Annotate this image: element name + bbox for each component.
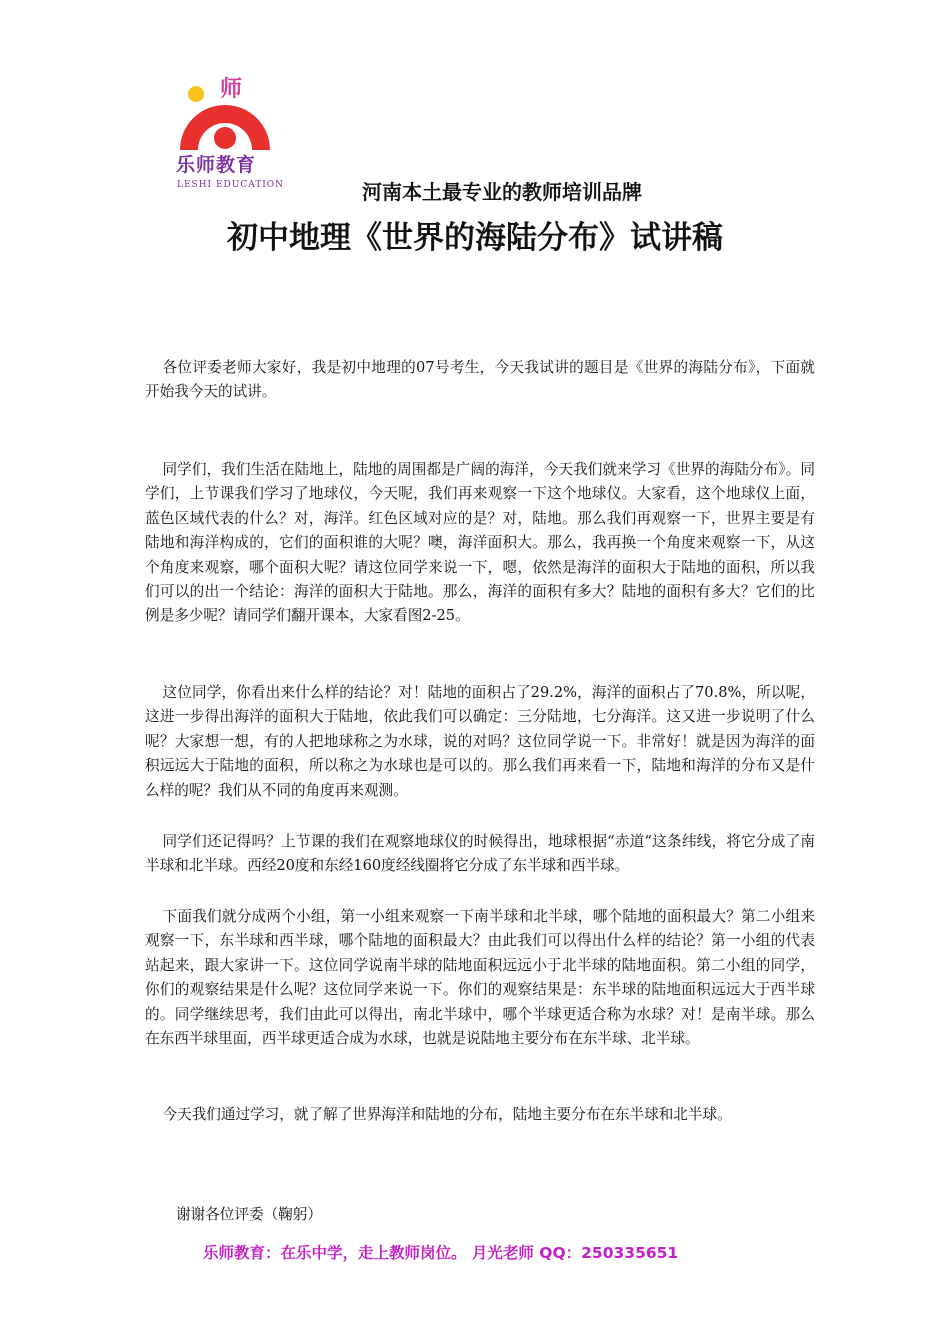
logo-dot-icon xyxy=(188,86,204,102)
brand-slogan: 河南本土最专业的教师培训品牌 xyxy=(362,180,642,204)
closing-line: 谢谢各位评委（鞠躬） xyxy=(176,1206,322,1223)
paragraph-6: 今天我们通过学习，就了解了世界海洋和陆地的分布，陆地主要分布在东半球和北半球。 xyxy=(162,1106,732,1123)
page-title: 初中地理《世界的海陆分布》试讲稿 xyxy=(227,220,723,256)
logo-name-en: LESHI EDUCATION xyxy=(177,180,285,190)
logo-name-cn: 乐师教育 xyxy=(176,154,257,176)
footer-contact: 乐师教育：在乐中学，走上教师岗位。 月光老师 QQ：250335651 xyxy=(203,1244,679,1262)
paragraph-intro: 各位评委老师大家好，我是初中地理的07号考生，今天我试讲的题目是《世界的海陆分布》，下面就开始我今天的试讲。 xyxy=(145,359,815,401)
logo-mark-icon xyxy=(172,72,282,152)
logo-mark-char: 师 xyxy=(220,77,243,102)
paragraph-3: 这位同学，你看出来什么样的结论？对！陆地的面积占了29.2%，海洋的面积占了70.8%，所以呢，这进一步得出海洋的面积大于陆地，依此我们可以确定：三分陆地，七分海洋。这又进一步说明了什么呢？大家想一想，有的人把地球称之为水球，说的对吗？这位同学说一下。非常好！就是因为海洋的面积远远大于陆地的面积，所以称之为水球也是可以的。那么我们再来看一下，陆地和海洋的分布又是什么样的呢？我们从不同的角度再来观测。 xyxy=(145,684,815,799)
logo-head-icon xyxy=(214,127,236,149)
brand-logo xyxy=(172,72,285,197)
paragraph-5: 下面我们就分成两个小组，第一小组来观察一下南半球和北半球，哪个陆地的面积最大？第二小组来观察一下，东半球和西半球，哪个陆地的面积最大？由此我们可以得出什么样的结论？第一小组的代表站起来，跟大家讲一下。这位同学说南半球的陆地面积远远小于北半球的陆地面积。第二小组的同学，你们的观察结果是什么呢？这位同学来说一下。你们的观察结果是：东半球的陆地面积远远大于西半球的。同学继续思考，我们由此可以得出，南北半球中，哪个半球更适合称为水球？对！是南半球。那么在东西半球里面，西半球更适合成为水球，也就是说陆地主要分布在东半球、北半球。 xyxy=(145,908,815,1048)
paragraph-4: 同学们还记得吗？上节课的我们在观察地球仪的时候得出，地球根据“赤道“这条纬线，将它分成了南半球和北半球。西经20度和东经160度经线圈将它分成了东半球和西半球。 xyxy=(145,833,815,875)
paragraph-2: 同学们，我们生活在陆地上，陆地的周围都是广阔的海洋，今天我们就来学习《世界的海陆分布》。同学们，上节课我们学习了地球仪，今天呢，我们再来观察一下这个地球仪。大家看，这个地球仪上面，蓝色区域代表的什么？对，海洋。红色区域对应的是？对，陆地。那么我们再观察一下，世界主要是有陆地和海洋构成的，它们的面积谁的大呢？噢，海洋面积大。那么，我再换一个角度来观察一下，从这个角度来观察，哪个面积大呢？请这位同学来说一下，嗯，依然是海洋的面积大于陆地的面积，所以我们可以的出一个结论：海洋的面积大于陆地。那么，海洋的面积有多大？陆地的面积有多大？它们的比例是多少呢？请同学们翻开课本，大家看图2-25。 xyxy=(145,461,815,625)
